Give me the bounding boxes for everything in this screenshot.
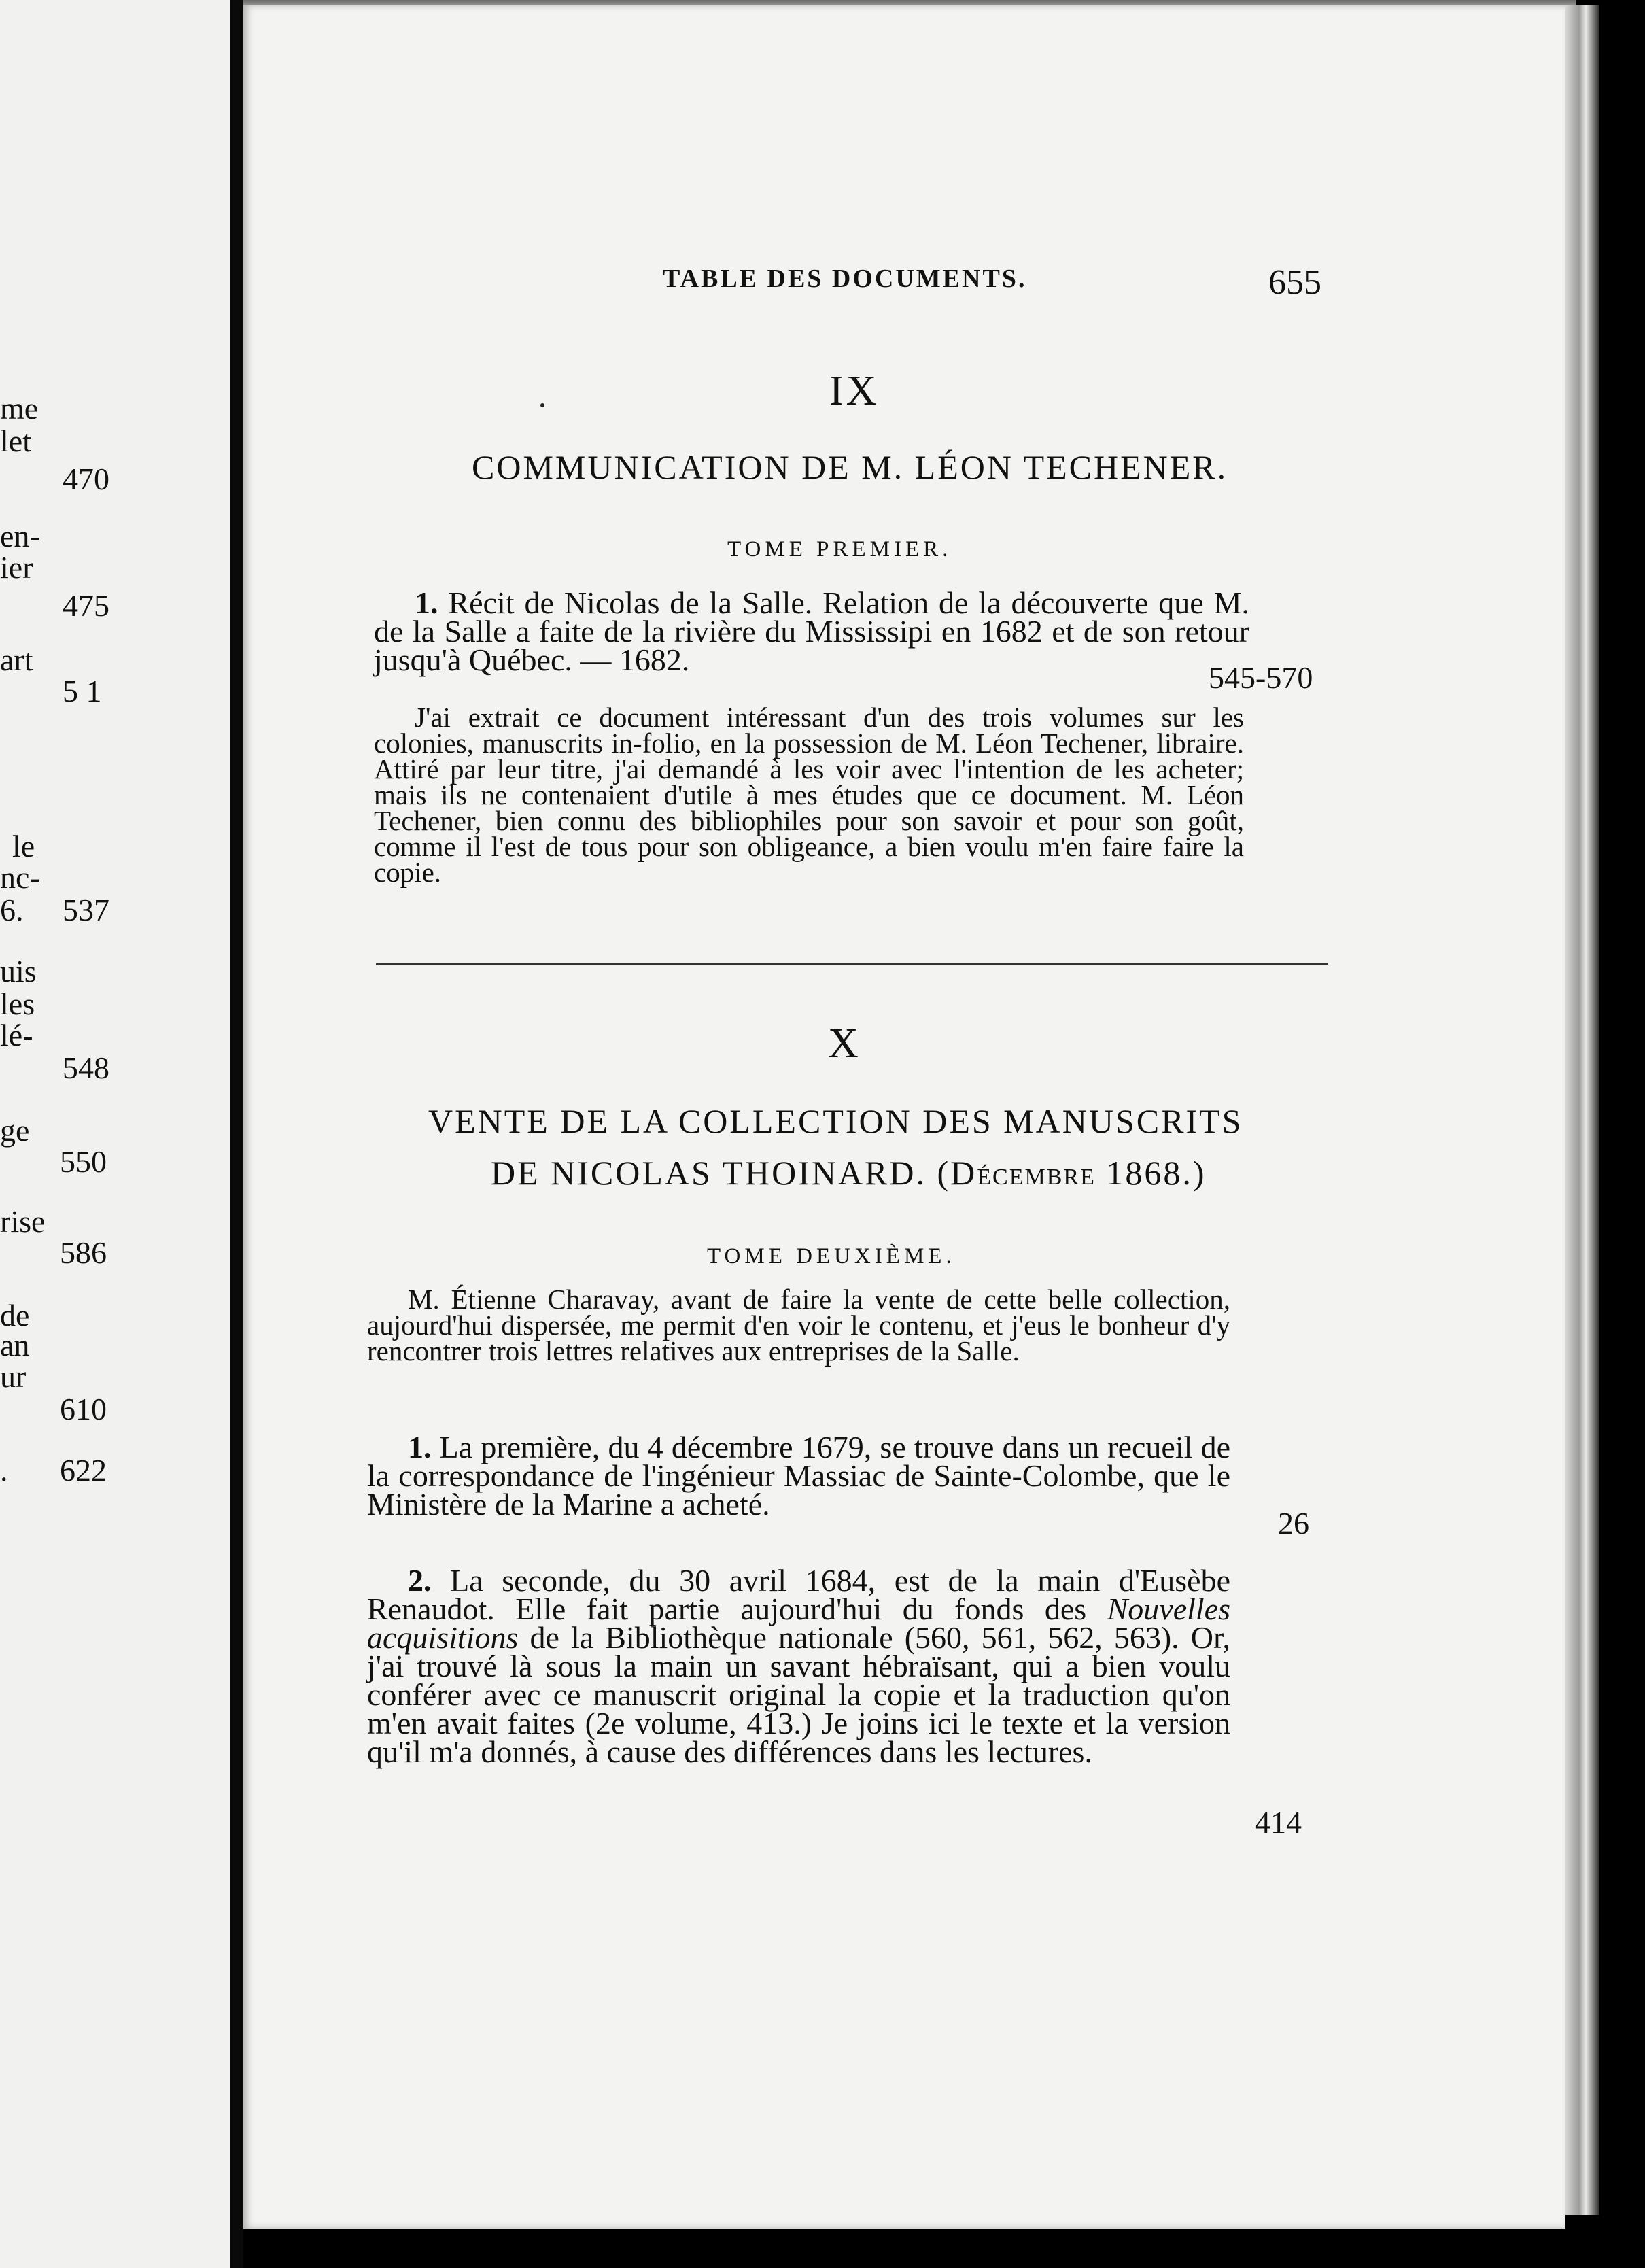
section-ix-note: J'ai extrait ce document intéressant d'un des trois volumes sur les colonies, manuscrits in-folio, en la possession de M. Léon Techener, libraire. Attiré par leur titre, j'ai demandé à les voir avec l'intention de les acheter; mais ils ne contenaient d'utile à mes études que ce document. M. Léon Techener, bien connu des bibliophiles pour son savoir et pour son goût, comme il l'est de tous pour son obligeance, a bien voulu m'en faire faire la copie. bbox=[374, 702, 1244, 888]
item-number: 2. bbox=[408, 1563, 432, 1598]
previous-page-fragment: en- bbox=[0, 519, 40, 553]
previous-page-fragment: le bbox=[12, 829, 35, 863]
previous-page-fragment: de bbox=[0, 1298, 30, 1333]
section-x-item-2: 2. La seconde, du 30 avril 1684, est de la main d'Eusèbe Renaudot. Elle fait partie aujourd'hui du fonds des Nouvelles acquisitions de la Bibliothèque nationale (560, 561, 562, 563). Or, j'ai trouvé là sous la main un savant hébraïsant, qui a bien voulu conférer avec ce manuscrit original la copie et la traduction qu'on m'en avait faites (2e volume, 413.) Je joins ici le texte et la version qu'il m'a donnés, à cause des différences dans les lectures. bbox=[367, 1563, 1231, 1769]
previous-page-fragment: nc- bbox=[0, 860, 40, 895]
section-x-heading-line-1: VENTE DE LA COLLECTION DES MANUSCRITS bbox=[428, 1102, 1243, 1140]
italic-fonds-title: Nouvelles acquisitions bbox=[367, 1592, 1230, 1655]
section-ix-item-1-pages: 545-570 bbox=[1209, 660, 1313, 695]
previous-page-fragment: me bbox=[0, 391, 39, 426]
section-x-item-2-pages: 414 bbox=[1255, 1805, 1302, 1840]
previous-page-fragment: uis bbox=[0, 954, 37, 989]
previous-page-fragment: an bbox=[0, 1328, 30, 1362]
previous-page-fragment: 550 bbox=[60, 1144, 107, 1179]
previous-page-fragment: 475 bbox=[63, 588, 109, 623]
previous-page-fragment: art bbox=[0, 642, 33, 677]
previous-page-fragment: 622 bbox=[60, 1453, 107, 1488]
previous-page-fragment: ge bbox=[0, 1113, 30, 1148]
ink-speck bbox=[540, 403, 544, 407]
previous-page-fragment: let bbox=[0, 424, 31, 458]
section-ix-item-1 bbox=[374, 585, 1250, 677]
previous-page-fragment: ur bbox=[0, 1359, 27, 1394]
section-ix-heading: COMMUNICATION DE M. LÉON TECHENER. bbox=[472, 448, 1228, 486]
running-head-title: TABLE DES DOCUMENTS. bbox=[663, 264, 1027, 293]
section-divider-rule bbox=[376, 963, 1328, 965]
section-x-tome: TOME DEUXIÈME. bbox=[707, 1244, 956, 1269]
previous-page bbox=[0, 0, 231, 2268]
section-ix-tome: TOME PREMIER. bbox=[727, 537, 952, 562]
previous-page-fragment: 610 bbox=[60, 1392, 107, 1426]
page-side-edge bbox=[1565, 5, 1599, 2215]
page-number: 655 bbox=[1268, 263, 1321, 302]
section-x-item-1-pages: 26 bbox=[1278, 1506, 1309, 1541]
section-x-intro: M. Étienne Charavay, avant de faire la vente de cette belle collection, aujourd'hui dispersée, me permit d'en voir le contenu, et j'eus le bonheur d'y rencontrer trois lettres relatives aux entreprises de la Salle. bbox=[367, 1284, 1230, 1367]
previous-page-fragment: 537 bbox=[63, 893, 109, 927]
item-text: Récit de Nicolas de la Salle. Relation de la découverte que M. de la Salle a faite de la rivière du Mississipi en 1682 et de son retour jusqu'à Québec. — 1682. bbox=[374, 585, 1250, 677]
previous-page-fragment: 548 bbox=[63, 1050, 109, 1085]
previous-page-fragment: rise bbox=[0, 1204, 46, 1239]
item-text: La première, du 4 décembre 1679, se trouve dans un recueil de la correspondance de l'ingénieur Massiac de Sainte-Colombe, que le Ministère de la Marine a acheté. bbox=[367, 1430, 1230, 1522]
section-x-numeral: X bbox=[828, 1020, 861, 1067]
previous-page-fragment: ier bbox=[0, 550, 33, 585]
section-ix-numeral: IX bbox=[829, 368, 880, 414]
heading-date: (DÉCEMBRE 1868.) bbox=[937, 1154, 1207, 1192]
previous-page-fragment: 586 bbox=[60, 1235, 107, 1270]
previous-page-fragment: 470 bbox=[63, 462, 109, 496]
heading-title: DE NICOLAS THOINARD. bbox=[491, 1154, 927, 1192]
item-number: 1. bbox=[415, 585, 438, 620]
section-x-heading-line-2 bbox=[491, 1153, 1207, 1192]
previous-page-fragment: les bbox=[0, 986, 35, 1021]
item-number: 1. bbox=[408, 1430, 432, 1464]
previous-page-fragment: . bbox=[0, 1453, 8, 1488]
previous-page-fragment: 5 1 bbox=[63, 674, 102, 708]
previous-page-fragment: lé- bbox=[0, 1018, 33, 1052]
section-x-item-1 bbox=[367, 1430, 1230, 1522]
page-gutter bbox=[230, 0, 243, 2268]
previous-page-fragment: 6. bbox=[0, 893, 24, 927]
